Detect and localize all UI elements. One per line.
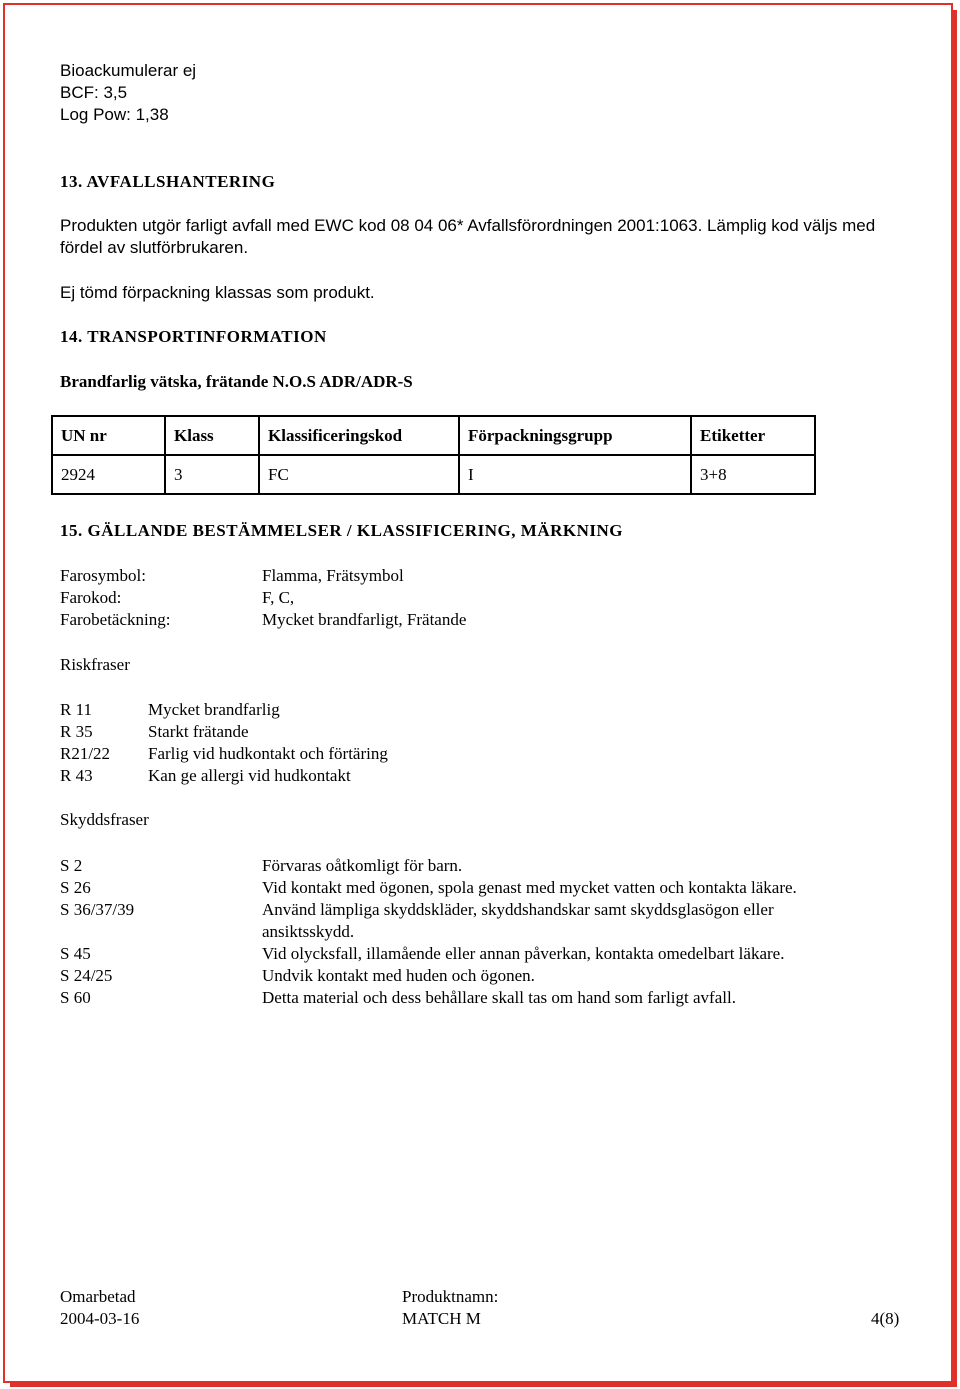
value-farokod: F, C,: [262, 588, 295, 607]
safety-code: S 36/37/39: [60, 900, 135, 919]
safety-code: S 2: [60, 856, 83, 875]
bioaccumulation-text: Bioackumulerar ej: [60, 61, 197, 80]
section-15-heading: 15. GÄLLANDE BESTÄMMELSER / KLASSIFICERING, MÄRKNING: [60, 521, 623, 540]
safety-text-continuation: ansiktsskydd.: [262, 922, 355, 941]
transport-subheading: Brandfarlig vätska, frätande N.O.S ADR/ADR-S: [60, 372, 413, 391]
waste-paragraph-line-2: fördel av slutförbrukaren.: [60, 238, 249, 257]
cell-etiketter: 3+8: [691, 455, 815, 494]
label-farokod: Farokod:: [60, 588, 122, 607]
cell-un-nr: 2924: [52, 455, 165, 494]
footer-product-name: MATCH M: [402, 1309, 481, 1328]
safety-code: S 26: [60, 878, 91, 897]
transport-table-row: [52, 455, 815, 494]
safety-code: S 45: [60, 944, 91, 963]
value-farobetackning: Mycket brandfarligt, Frätande: [262, 610, 467, 629]
page-border-shadow-right: [951, 10, 957, 1386]
footer-product-label: Produktnamn:: [402, 1287, 499, 1306]
header-klassificeringskod: Klassificeringskod: [259, 416, 459, 455]
waste-paragraph-line-1: Produkten utgör farligt avfall med EWC kod 08 04 06* Avfallsförordningen 2001:1063. Lämplig kod väljs med: [60, 216, 876, 235]
risk-code: R 35: [60, 722, 93, 741]
risk-text: Kan ge allergi vid hudkontakt: [148, 766, 351, 785]
risk-phrases-heading: Riskfraser: [60, 655, 130, 674]
safety-phrases-heading: Skyddsfraser: [60, 810, 149, 829]
page-border: [3, 3, 953, 1383]
safety-text: Förvaras oåtkomligt för barn.: [262, 856, 463, 875]
header-etiketter: Etiketter: [691, 416, 815, 455]
risk-code: R 43: [60, 766, 93, 785]
cell-klassificeringskod: FC: [259, 455, 459, 494]
risk-code: R21/22: [60, 744, 111, 763]
header-forpackningsgrupp: Förpackningsgrupp: [459, 416, 691, 455]
header-klass: Klass: [165, 416, 259, 455]
bcf-text: BCF: 3,5: [60, 83, 128, 102]
footer-revised-date: 2004-03-16: [60, 1309, 140, 1328]
transport-table-header-row: [52, 416, 815, 455]
page-border-shadow-bottom: [10, 1381, 957, 1387]
value-farosymbol: Flamma, Frätsymbol: [262, 566, 404, 585]
safety-text: Vid olycksfall, illamående eller annan påverkan, kontakta omedelbart läkare.: [262, 944, 785, 963]
safety-code: S 60: [60, 988, 91, 1007]
header-un-nr: UN nr: [52, 416, 165, 455]
safety-text: Använd lämpliga skyddskläder, skyddshandskar samt skyddsglasögon eller: [262, 900, 774, 919]
section-13-heading: 13. AVFALLSHANTERING: [60, 172, 276, 191]
waste-packaging-text: Ej tömd förpackning klassas som produkt.: [60, 283, 375, 302]
footer-revised-label: Omarbetad: [60, 1287, 136, 1306]
transport-table: [51, 415, 816, 495]
safety-text: Detta material och dess behållare skall tas om hand som farligt avfall.: [262, 988, 736, 1007]
risk-text: Mycket brandfarlig: [148, 700, 280, 719]
footer-page-number: 4(8): [871, 1309, 900, 1328]
risk-text: Farlig vid hudkontakt och förtäring: [148, 744, 388, 763]
cell-forpackningsgrupp: I: [459, 455, 691, 494]
safety-text: Vid kontakt med ögonen, spola genast med mycket vatten och kontakta läkare.: [262, 878, 797, 897]
risk-code: R 11: [60, 700, 92, 719]
safety-code: S 24/25: [60, 966, 113, 985]
safety-text: Undvik kontakt med huden och ögonen.: [262, 966, 535, 985]
log-pow-text: Log Pow: 1,38: [60, 105, 169, 124]
risk-text: Starkt frätande: [148, 722, 249, 741]
label-farosymbol: Farosymbol:: [60, 566, 146, 585]
cell-klass: 3: [165, 455, 259, 494]
section-14-heading: 14. TRANSPORTINFORMATION: [60, 327, 327, 346]
label-farobetackning: Farobetäckning:: [60, 610, 171, 629]
